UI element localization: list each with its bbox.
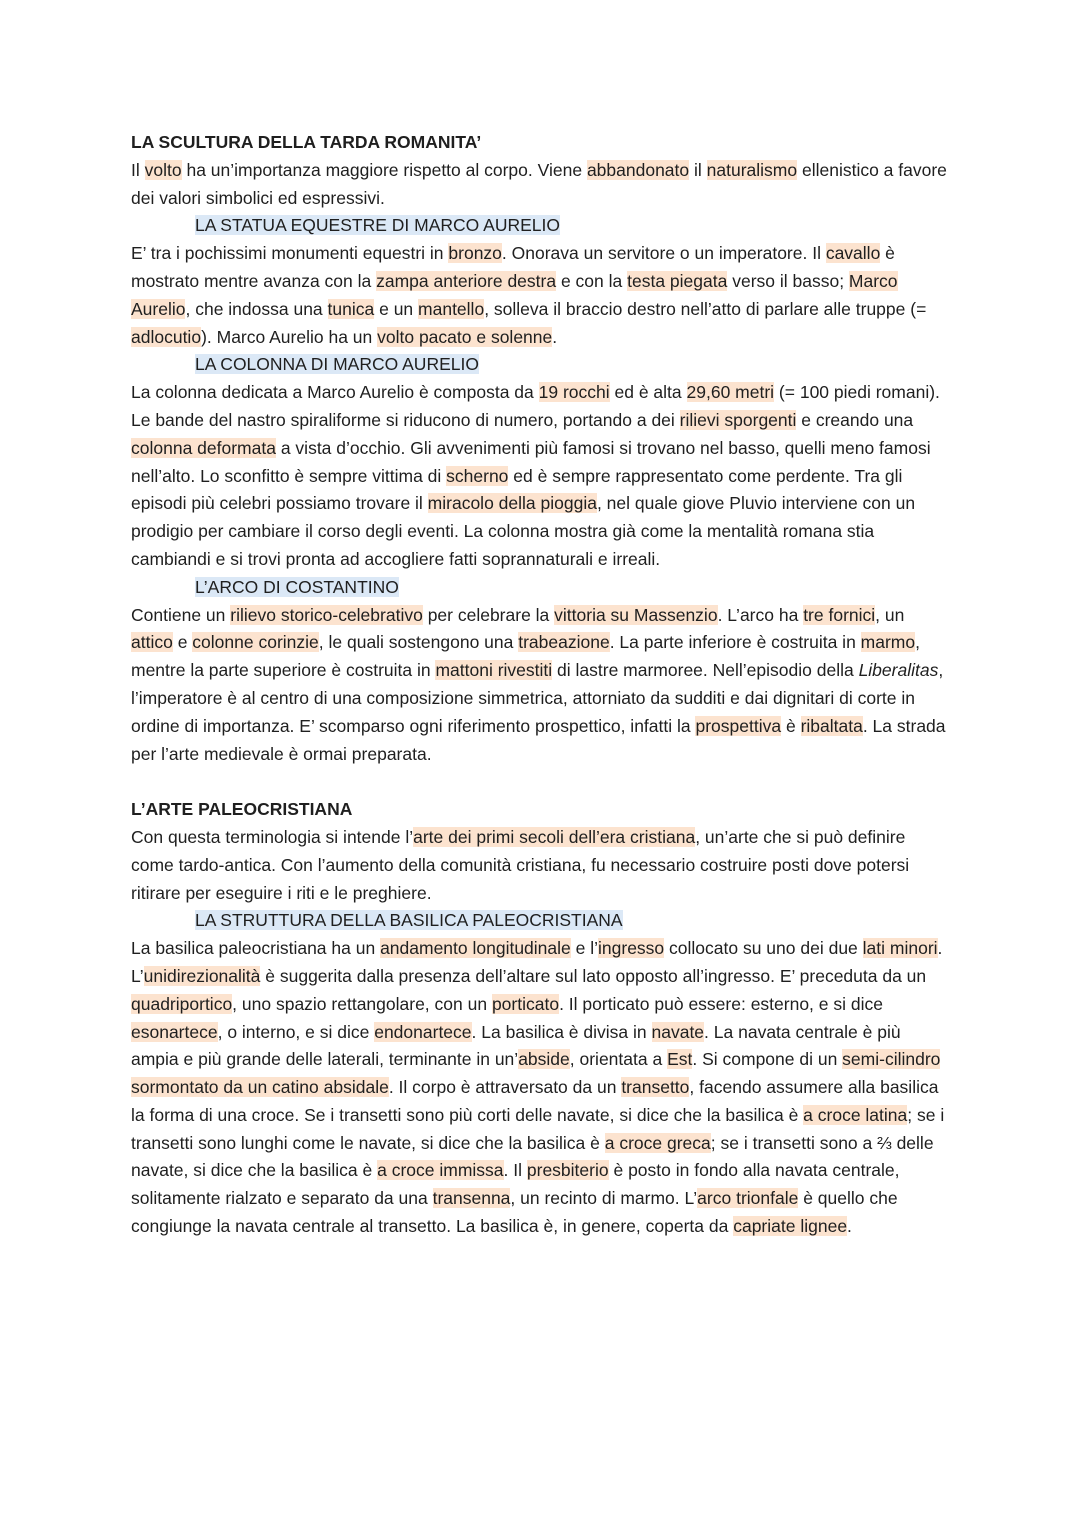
text-run: ha un’importanza maggiore rispetto al corpo. Viene	[181, 159, 587, 180]
paragraph	[131, 824, 951, 907]
text-run: , uno spazio rettangolare, con un	[232, 993, 492, 1014]
text-run: è suggerita dalla presenza dell’altare sul lato opposto all’ingresso. E’ preceduta da un	[260, 965, 927, 986]
highlighted-term: transetto	[621, 1077, 690, 1098]
highlighted-term: naturalismo	[706, 159, 798, 180]
highlighted-term: transenna	[432, 1188, 511, 1209]
text-run: e	[172, 632, 193, 653]
subheading	[131, 574, 951, 602]
text-run: ; se i transetti sono a ⅔ delle navate, si dice che la basilica è	[131, 1132, 934, 1181]
highlighted-term: cavallo	[825, 243, 881, 264]
text-run: (= 100 piedi romani). Le bande del nastro spiraliforme si riducono di numero, portando a dei	[131, 382, 940, 430]
text-run: . Il porticato può essere: esterno, e si dice	[559, 993, 883, 1014]
text-run: La colonna dedicata a Marco Aurelio è composta da	[131, 382, 539, 403]
paragraph	[131, 602, 951, 769]
text-run: L’ARCO DI COSTANTINO	[195, 576, 399, 597]
subheading-label	[195, 354, 479, 374]
highlighted-term: rilievo storico-celebrativo	[230, 604, 423, 625]
text-run: L’ARTE PALEOCRISTIANA	[131, 799, 353, 820]
text-run: E’ tra i pochissimi monumenti equestri in	[131, 243, 449, 264]
text-run: verso il basso;	[727, 270, 849, 291]
text-run: , l’imperatore è al centro di una composizione simmetrica, attorniato da sudditi e dai dignitari di corte in ordine di importanza. E’ scomparso ogni riferimento prospettico, infatti la	[131, 660, 944, 736]
highlighted-term: volto	[144, 159, 182, 180]
text-run: ; se i transetti sono lunghi come le navate, si dice che la basilica è	[131, 1104, 945, 1153]
subheading	[131, 907, 951, 935]
text-run: , un recinto di marmo. L’	[510, 1188, 698, 1209]
text-run: ellenistico a favore dei valori simbolici ed espressivi.	[131, 159, 947, 208]
text-run: LA COLONNA DI MARCO AURELIO	[195, 354, 479, 375]
text-run: di lastre marmoree. Nell’episodio della	[552, 660, 859, 681]
highlighted-term: arte dei primi secoli dell’era cristiana	[413, 826, 696, 847]
text-run: e creando una	[796, 409, 914, 430]
text-run: , orientata a	[569, 1049, 668, 1070]
highlighted-term: abside	[518, 1049, 570, 1070]
text-run: Il	[131, 159, 145, 180]
text-run: ed è sempre rappresentato come perdente. Tra gli episodi più celebri possiamo trovare il	[131, 465, 903, 514]
text-run: . La strada per l’arte medievale è ormai preparata.	[131, 715, 946, 764]
paragraph	[131, 379, 951, 574]
text-run: ). Marco Aurelio ha un	[201, 326, 378, 347]
section-gap	[131, 768, 951, 796]
text-run: , che indossa una	[185, 298, 328, 319]
highlighted-term: volto pacato e solenne	[377, 326, 553, 347]
highlighted-term: esonartece	[131, 1021, 218, 1042]
text-run: Con questa terminologia si intende l’	[131, 826, 414, 847]
highlighted-term: adlocutio	[131, 326, 202, 347]
text-run: il	[689, 159, 707, 180]
text-run: . Onorava un servitore o un imperatore. Il	[501, 243, 826, 264]
text-run: . L’arco ha	[717, 604, 804, 625]
highlighted-term: Marco Aurelio	[131, 270, 898, 319]
text-run: e un	[374, 298, 419, 319]
subheading-label	[195, 577, 399, 597]
highlighted-term: endonartece	[374, 1021, 472, 1042]
text-run: , solleva il braccio destro nell’atto di parlare alle truppe (=	[484, 298, 927, 319]
highlighted-term: lati minori	[862, 938, 938, 959]
text-run: , un	[875, 604, 905, 625]
highlighted-term: zampa anteriore destra	[376, 270, 557, 291]
text-run: è	[781, 715, 801, 736]
text-run: per celebrare la	[422, 604, 555, 625]
highlighted-term: arco trionfale	[697, 1188, 799, 1209]
subheading	[131, 212, 951, 240]
text-run: è mostrato mentre avanza con la	[131, 243, 895, 291]
highlighted-term: miracolo della pioggia	[427, 493, 597, 514]
highlighted-term: colonna deformata	[131, 437, 276, 458]
text-run: , un’arte che si può definire come tardo-antica. Con l’aumento della comunità cristiana, fu necessario costruire posti dove potersi ritirare per eseguire i riti e le preghiere.	[131, 826, 910, 903]
highlighted-term: attico	[131, 632, 173, 653]
highlighted-term: tunica	[327, 298, 375, 319]
paragraph	[131, 935, 951, 1241]
text-run: Contiene un	[131, 604, 231, 625]
text-run: .	[847, 1216, 852, 1237]
text-run: a vista d’occhio. Gli avvenimenti più famosi si trovano nel basso, quelli meno famosi nell’alto. Lo sconfitto è sempre vittima di	[131, 437, 931, 486]
section-heading	[131, 129, 951, 157]
text-run: , nel quale giove Pluvio interviene con un prodigio per cambiare il corso degli eventi. La colonna mostra già come la mentalità romana stia cambiandi e si trovi pronta ad accogliere fatti soprannaturali e irreali.	[131, 493, 916, 569]
text-run: . La navata centrale è più ampia e più grande delle laterali, terminante in un’	[131, 1021, 901, 1070]
text-run: , mentre la parte superiore è costruita in	[131, 632, 920, 681]
highlighted-term: presbiterio	[526, 1160, 609, 1181]
highlighted-term: porticato	[491, 993, 560, 1014]
text-run: .	[552, 326, 558, 347]
highlighted-term: a croce greca	[604, 1132, 711, 1153]
text-run: . Il corpo è attraversato da un	[388, 1077, 622, 1098]
text-run: , le quali sostengono una	[318, 632, 519, 653]
highlighted-term: colonne corinzie	[192, 632, 319, 653]
highlighted-term: vittoria su Massenzio	[554, 604, 718, 625]
highlighted-term: navate	[651, 1021, 705, 1042]
highlighted-term: Est	[667, 1049, 693, 1070]
text-run: collocato su uno dei due	[664, 938, 863, 959]
paragraph	[131, 157, 951, 213]
highlighted-term: tre fornici	[803, 604, 876, 625]
text-run: LA STATUA EQUESTRE DI MARCO AURELIO	[195, 215, 560, 236]
text-run: LA STRUTTURA DELLA BASILICA PALEOCRISTIANA	[195, 910, 623, 931]
highlighted-term: mantello	[418, 298, 485, 319]
text-run: . La parte inferiore è costruita in	[609, 632, 861, 653]
text-run: . La basilica è divisa in	[471, 1021, 652, 1042]
subheading	[131, 351, 951, 379]
text-run: . Si compone di un	[692, 1049, 843, 1070]
highlighted-term: testa piegata	[627, 270, 728, 291]
section-heading	[131, 796, 951, 824]
highlighted-term: trabeazione	[518, 632, 610, 653]
text-run: La basilica paleocristiana ha un	[131, 938, 381, 959]
text-run: ed è alta	[609, 382, 687, 403]
subheading-label	[195, 910, 623, 930]
text-run: e con la	[556, 270, 628, 291]
highlighted-term: 19 rocchi	[538, 382, 610, 403]
highlighted-term: capriate lignee	[733, 1216, 848, 1237]
text-run: . L’	[131, 938, 943, 986]
highlighted-term: 29,60 metri	[686, 382, 775, 403]
italic-term: Liberalitas	[858, 660, 939, 681]
text-run: è quello che congiunge la navata centrale al transetto. La basilica è, in genere, coperta da	[131, 1188, 898, 1237]
text-run: , facendo assumere alla basilica la forma di una croce. Se i transetti sono più corti delle navate, si dice che la basilica è	[131, 1077, 939, 1125]
text-run: è posto in fondo alla navata centrale, solitamente rialzato e separato da una	[131, 1160, 900, 1209]
highlighted-term: prospettiva	[695, 715, 782, 736]
highlighted-term: a croce immissa	[377, 1160, 504, 1181]
highlighted-term: unidirezionalità	[143, 965, 261, 986]
highlighted-term: scherno	[446, 465, 509, 486]
highlighted-term: a croce latina	[803, 1104, 908, 1125]
highlighted-term: abbandonato	[586, 159, 690, 180]
text-run: , o interno, e si dice	[217, 1021, 375, 1042]
highlighted-term: bronzo	[448, 243, 502, 264]
highlighted-term: ribaltata	[800, 715, 863, 736]
text-run: e l’	[570, 938, 599, 959]
subheading-label	[195, 215, 560, 235]
highlighted-term: andamento longitudinale	[380, 938, 571, 959]
highlighted-term: quadriportico	[131, 993, 233, 1014]
highlighted-term: mattoni rivestiti	[435, 660, 553, 681]
highlighted-term: semi-cilindro sormontato da un catino absidale	[131, 1049, 941, 1098]
highlighted-term: ingresso	[598, 938, 665, 959]
text-run: . Il	[503, 1160, 527, 1181]
highlighted-term: marmo	[860, 632, 916, 653]
document-content	[131, 129, 951, 1241]
text-run: LA SCULTURA DELLA TARDA ROMANITA’	[131, 132, 482, 152]
highlighted-term: rilievi sporgenti	[679, 409, 797, 430]
paragraph	[131, 240, 951, 351]
